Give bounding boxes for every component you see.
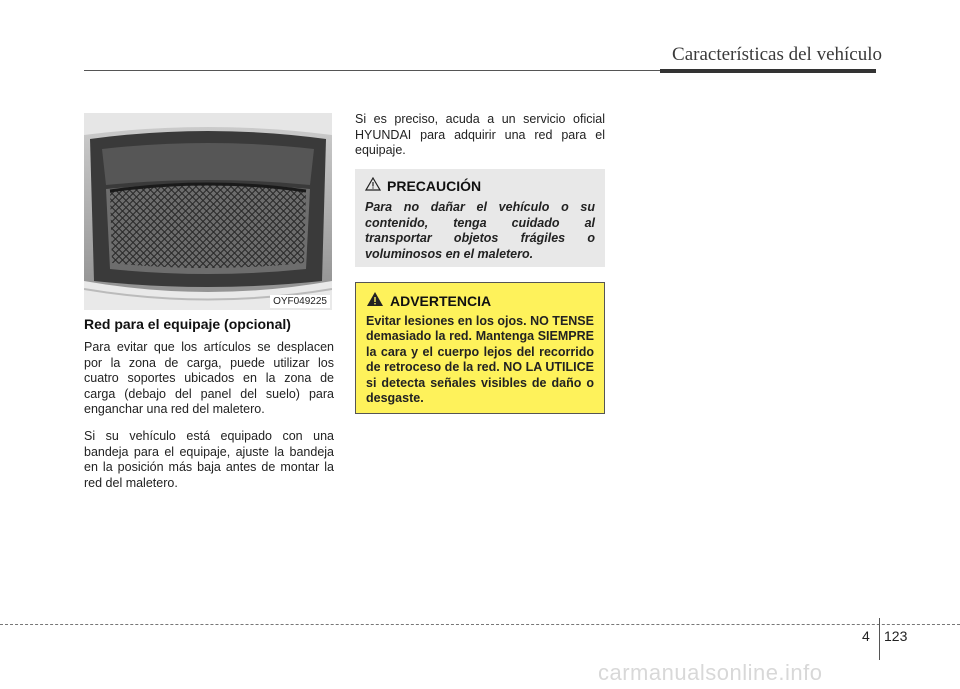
warning-title: ADVERTENCIA [390,292,492,309]
header-rule-accent [660,69,876,73]
trunk-net-photo [84,113,332,310]
caution-box [355,169,605,267]
caution-triangle-icon [365,177,381,194]
footer-divider [879,618,880,660]
warning-triangle-icon [366,291,384,310]
body-paragraph-3: Si es preciso, acuda a un servicio oficial HYUNDAI para adquirir una red para el equipaje. [355,112,605,158]
body-paragraph-2: Si su vehículo está equipado con una bandeja para el equipaje, ajuste la bandeja en la posición más baja antes de montar la red del maletero. [84,429,334,490]
trunk-illustration [84,113,332,310]
footer-rule [0,624,960,625]
body-paragraph-1: Para evitar que los artículos se desplacen por la zona de carga, puede utilizar los cuatro soportes ubicados en la zona de carga (debajo del panel del suelo) para enganchar una red del maletero. [84,340,334,417]
caution-title: PRECAUCIÓN [387,177,482,194]
page-number: 123 [884,628,908,644]
warning-text: Evitar lesiones en los ojos. NO TENSE demasiado la red. Mantenga SIEMPRE la cara y el cuerpo lejos del recorrido de retroceso de la red. NO LA UTILICE si detecta señales visibles de daño o desgaste. [366,314,594,406]
figure-code: OYF049225 [270,295,330,308]
page-header-title: Características del vehículo [672,44,882,65]
chapter-number: 4 [862,628,870,644]
section-heading: Red para el equipaje (opcional) [84,316,291,332]
warning-box [355,282,605,414]
caution-text: Para no dañar el vehículo o su contenido, tenga cuidado al transportar objetos frágiles o voluminosos en el maletero. [365,200,595,261]
watermark: carmanualsonline.info [598,660,823,685]
